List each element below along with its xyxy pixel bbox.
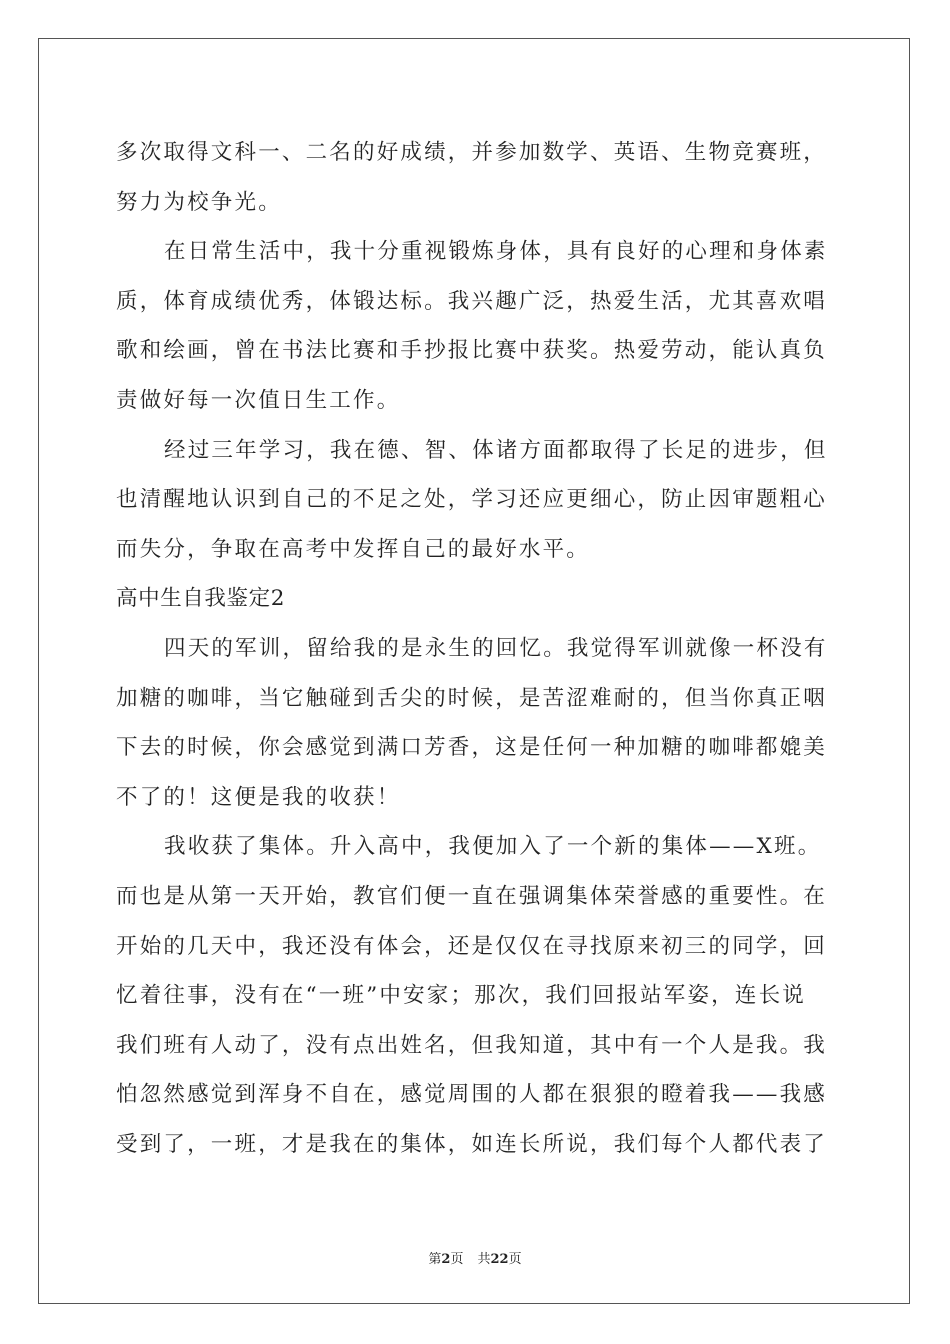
text-line: 怕忽然感觉到浑身不自在，感觉周围的人都在狠狠的瞪着我——我感 — [116, 1082, 828, 1108]
text-line: 努力为校争光。 — [116, 189, 282, 215]
paragraph — [116, 426, 836, 575]
text-line: 我们班有人动了，没有点出姓名，但我知道，其中有一个人是我。我 — [116, 1032, 828, 1058]
page-footer — [0, 1248, 950, 1267]
text-line: 经过三年学习，我在德、智、体诸方面都取得了长足的进步，但 — [164, 437, 828, 463]
text-line: 也清醒地认识到自己的不足之处，学习还应更细心，防止因审题粗心 — [116, 487, 828, 513]
text-line: 下去的时候，你会感觉到满口芳香，这是任何一种加糖的咖啡都媲美 — [116, 735, 828, 761]
text-line: 质，体育成绩优秀，体锻达标。我兴趣广泛，热爱生活，尤其喜欢唱 — [116, 288, 828, 314]
paragraph — [116, 624, 836, 822]
text-line: 在日常生活中，我十分重视锻炼身体，具有良好的心理和身体素 — [164, 239, 828, 265]
paragraph — [116, 822, 836, 1169]
text-line: 而也是从第一天开始，教官们便一直在强调集体荣誉感的重要性。在 — [116, 883, 828, 909]
text-line: 加糖的咖啡，当它触碰到舌尖的时候，是苦涩难耐的，但当你真正咽 — [116, 685, 828, 711]
text-line: 开始的几天中，我还没有体会，还是仅仅在寻找原来初三的同学，回 — [116, 933, 828, 959]
paragraph — [116, 128, 836, 227]
text-line: 忆着往事，没有在“一班”中安家；那次，我们回报站军姿，连长说 — [116, 983, 806, 1009]
total-pages: 共22页 — [477, 1252, 522, 1267]
text-line: 而失分，争取在高考中发挥自己的最好水平。 — [116, 536, 591, 562]
text-line: 受到了，一班，才是我在的集体，如连长所说，我们每个人都代表了 — [116, 1131, 828, 1157]
text-line: 歌和绘画，曾在书法比赛和手抄报比赛中获奖。热爱劳动，能认真负 — [116, 338, 828, 364]
page-number: 第2页 — [428, 1252, 464, 1267]
paragraph — [116, 227, 836, 425]
text-line: 我收获了集体。升入高中，我便加入了一个新的集体——X班。 — [164, 834, 822, 860]
document-body — [116, 128, 836, 1169]
text-line: 多次取得文科一、二名的好成绩，并参加数学、英语、生物竞赛班， — [116, 140, 828, 165]
text-line: 不了的！这便是我的收获！ — [116, 784, 401, 810]
text-line: 四天的军训，留给我的是永生的回忆。我觉得军训就像一杯没有 — [164, 635, 828, 661]
text-line: 责做好每一次值日生工作。 — [116, 387, 401, 413]
section-heading: 高中生自我鉴定2 — [116, 586, 285, 612]
